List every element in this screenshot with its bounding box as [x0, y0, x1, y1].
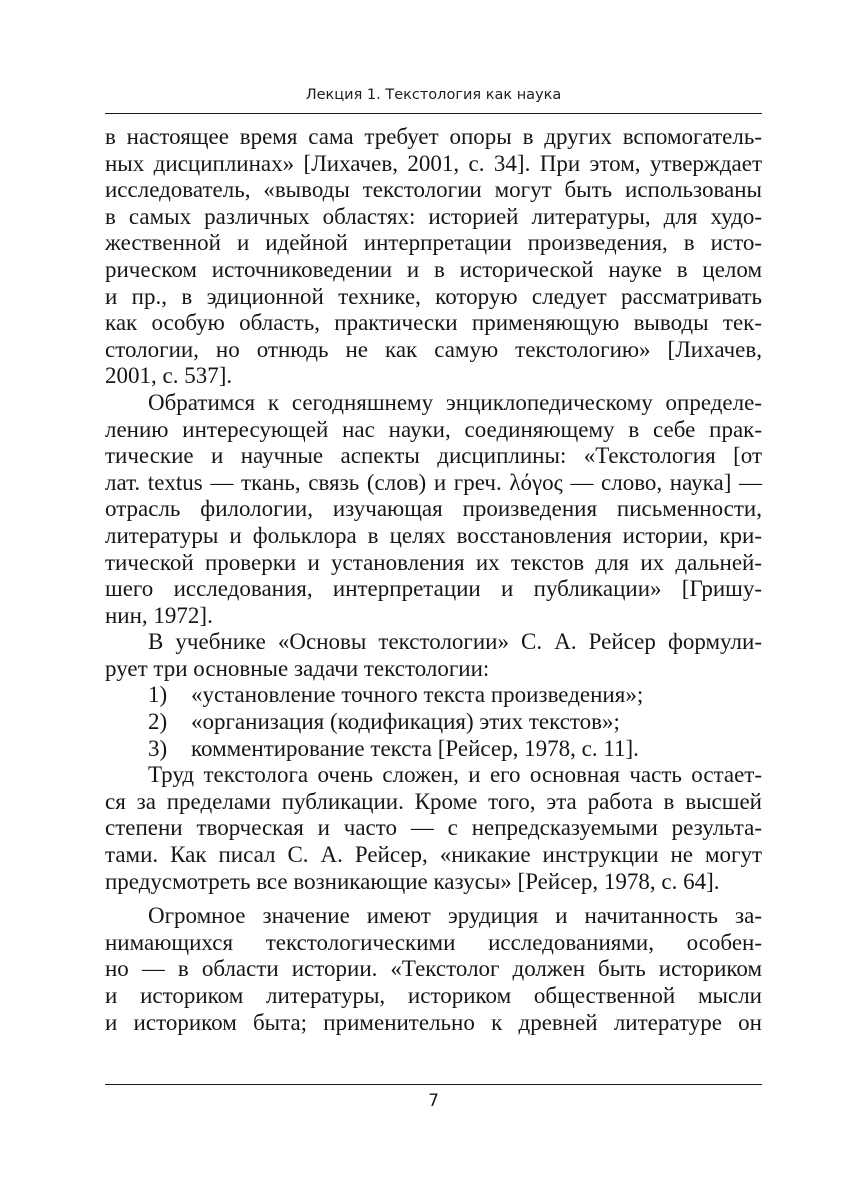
text-line: в настоящее время сама требует опоры в других вспомогатель- — [105, 124, 762, 149]
text-line: и пр., в эдиционной технике, которую следует рассматривать — [105, 283, 762, 309]
text-line: тами. Как писал С. А. Рейсер, «никакие инструкции не могут — [105, 842, 762, 868]
text-line: как особую область, практически применяющую выводы тек- — [105, 310, 762, 336]
list-item-number: 1) — [148, 682, 168, 708]
paragraph-5 — [105, 903, 762, 1036]
text-line: литературы и фольклора в целях восстановления истории, кри- — [105, 522, 762, 548]
text-line: нимающихся текстологическими исследованиями, особен- — [105, 929, 762, 955]
paragraph-4 — [105, 762, 762, 895]
list-item — [105, 682, 762, 709]
footer-rule — [105, 1084, 762, 1085]
text-line: лат. textus — ткань, связь (слов) и греч. λόγος — слово, наука] — — [105, 469, 762, 495]
list-item-number: 3) — [148, 735, 168, 761]
list-item-text: «установление точного текста произведения»; — [191, 682, 644, 708]
running-header: Лекция 1. Текстология как наука — [305, 87, 562, 103]
list-item-text: «организация (кодификация) этих текстов»; — [191, 709, 620, 735]
text-line: стологии, но отнюдь не как самую текстологию» [Лихачев, — [105, 336, 762, 362]
list-item-number: 2) — [148, 709, 168, 735]
text-line: В учебнике «Основы текстологии» С. А. Рейсер формули- — [148, 629, 762, 655]
text-line: исследователь, «выводы текстологии могут быть использованы — [105, 177, 762, 203]
text-line: лению интересующей нас науки, соединяющему в себе прак- — [105, 416, 762, 442]
paragraph-gap — [105, 895, 762, 903]
list-item-text: комментирование текста [Рейсер, 1978, с. 11]. — [191, 735, 639, 761]
text-line: нин, 1972]. — [105, 602, 213, 628]
page-number: 7 — [428, 1091, 439, 1111]
text-line: Труд текстолога очень сложен, и его основная часть остает- — [148, 762, 762, 788]
text-line: рическом источниковедении и в исторической науке в целом — [105, 256, 762, 282]
text-line: Огромное значение имеют эрудиция и начитанность за- — [148, 903, 762, 929]
paragraph-1 — [105, 124, 762, 390]
paragraph-3 — [105, 629, 762, 682]
header-rule — [105, 113, 762, 114]
tasks-list — [105, 682, 762, 762]
text-line: отрасль филологии, изучающая произведения письменности, — [105, 496, 762, 522]
text-line: рует три основные задачи текстологии: — [105, 655, 490, 681]
text-line: жественной и идейной интерпретации произведения, в исто- — [105, 230, 762, 256]
text-line: ных дисциплинах» [Лихачев, 2001, с. 34]. При этом, утверждает — [105, 150, 762, 176]
text-line: ся за пределами публикации. Кроме того, эта работа в высшей — [105, 788, 762, 814]
text-line: шего исследования, интерпретации и публикации» [Гришу- — [105, 576, 762, 602]
text-line: тической проверки и установления их текстов для их дальней- — [105, 549, 762, 575]
text-line: тические и научные аспекты дисциплины: «Текстология [от — [105, 443, 762, 469]
list-item — [105, 709, 762, 736]
text-line: степени творческая и часто — с непредсказуемыми результа- — [105, 815, 762, 841]
paragraph-2 — [105, 390, 762, 629]
text-line: 2001, с. 537]. — [105, 363, 233, 389]
text-line: в самых различных областях: историей литературы, для худо- — [105, 203, 762, 229]
text-line: и историком литературы, историком общественной мысли — [105, 983, 762, 1008]
text-line: Обратимся к сегодняшнему энциклопедическому определе- — [148, 389, 762, 415]
text-line: но — в области истории. «Текстолог должен быть историком — [105, 956, 762, 982]
text-line: и историком быта; применительно к древней литературе он — [105, 1009, 762, 1035]
page-body — [105, 124, 762, 1036]
text-line: предусмотреть все возникающие казусы» [Рейсер, 1978, с. 64]. — [105, 868, 720, 894]
list-item — [105, 736, 762, 763]
